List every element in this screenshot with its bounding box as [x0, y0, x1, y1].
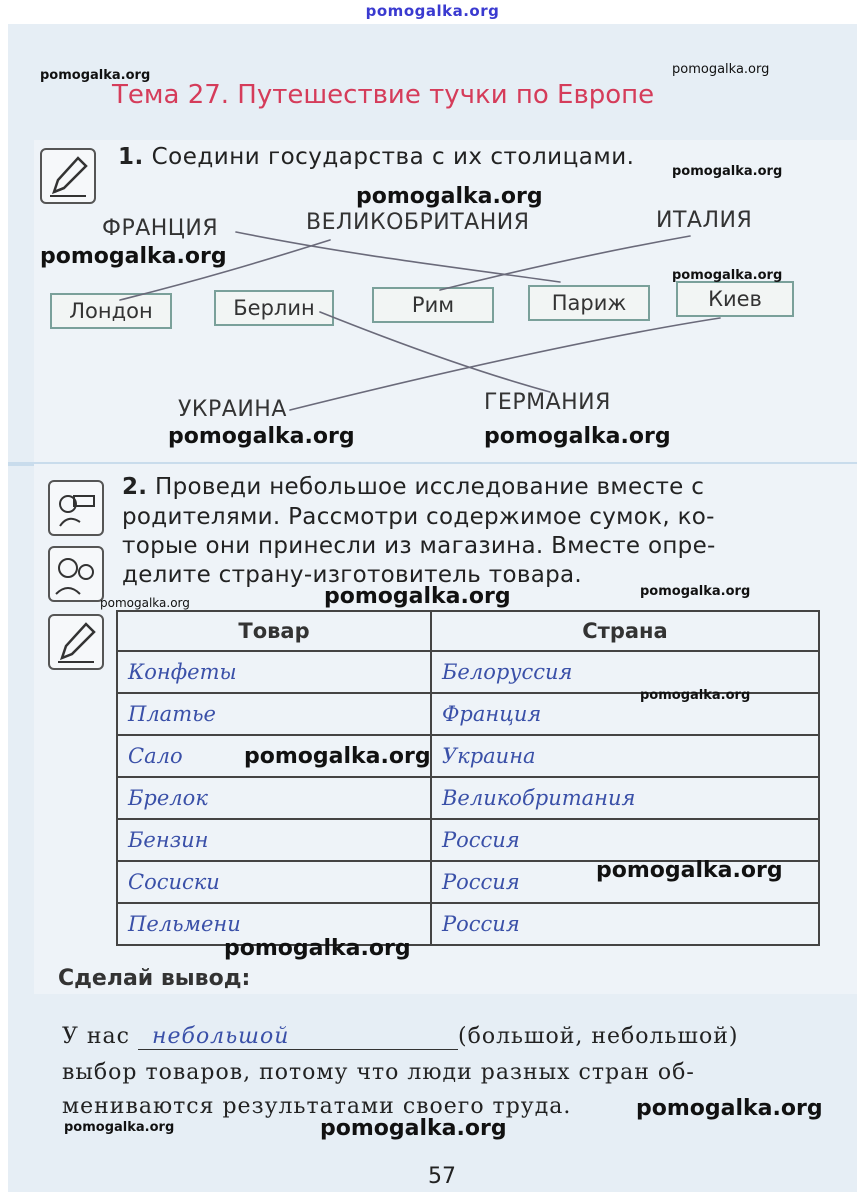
- table-row: [117, 651, 819, 693]
- binoculars-icon: [48, 480, 104, 536]
- line-germany-berlin: [320, 312, 550, 392]
- capital-paris: Париж: [528, 285, 650, 321]
- watermark-text: pomogalka.org: [244, 744, 431, 769]
- family-icon: [48, 546, 104, 602]
- watermark-text: pomogalka.org: [356, 184, 543, 209]
- watermark-text: pomogalka.org: [64, 1120, 175, 1135]
- cell-goods: Сосиски: [117, 861, 431, 903]
- cell-country: Украина: [431, 735, 819, 777]
- watermark-text: pomogalka.org: [40, 68, 151, 83]
- table-row: [117, 777, 819, 819]
- conclusion-prefix: У нас: [62, 1024, 130, 1049]
- top-watermark: pomogalka.org: [365, 2, 500, 20]
- task2-line-3: торые они принесли из магазина. Вместе опре-: [122, 533, 716, 559]
- cell-country: Великобритания: [431, 777, 819, 819]
- watermark-text: pomogalka.org: [672, 164, 783, 179]
- conclusion-answer: небольшой: [138, 1024, 458, 1050]
- watermark-text: pomogalka.org: [40, 244, 227, 269]
- line-italy-rome: [440, 236, 690, 290]
- capital-rome: Рим: [372, 287, 494, 323]
- watermark-text: pomogalka.org: [320, 1116, 507, 1141]
- country-italy: ИТАЛИЯ: [656, 208, 753, 233]
- table-row: [117, 903, 819, 945]
- conclusion-heading: Сделай вывод:: [58, 966, 251, 991]
- cell-country: Франция: [431, 693, 819, 735]
- conclusion-line-3: мениваются результатами своего труда.: [62, 1094, 572, 1119]
- capital-berlin: Берлин: [214, 290, 334, 326]
- line-france-paris: [236, 232, 560, 282]
- country-ukraine: УКРАИНА: [178, 397, 287, 422]
- goods-table: [116, 610, 820, 946]
- task1-text: Соедини государства с их столицами.: [151, 144, 635, 170]
- watermark-text: pomogalka.org: [100, 596, 190, 610]
- header-goods: Товар: [117, 611, 431, 651]
- cell-goods: Брелок: [117, 777, 431, 819]
- task2-number: 2.: [122, 474, 148, 500]
- cell-goods: Конфеты: [117, 651, 431, 693]
- task2-line-2: родителями. Рассмотри содержимое сумок, ко-: [122, 504, 715, 530]
- page-number: 57: [428, 1164, 456, 1189]
- header-country: Страна: [431, 611, 819, 651]
- watermark-text: pomogalka.org: [596, 858, 783, 883]
- watermark-text: pomogalka.org: [672, 62, 770, 77]
- pencil-icon: [48, 614, 104, 670]
- country-great-britain: ВЕЛИКОБРИТАНИЯ: [306, 210, 530, 235]
- table-row: [117, 819, 819, 861]
- task2-line-4: делите страну-изготовитель товара.: [122, 562, 582, 588]
- line-ukraine-kiev: [290, 318, 720, 410]
- conclusion-line-2: выбор товаров, потому что люди разных стран об-: [62, 1060, 695, 1085]
- conclusion-line-1: [62, 1024, 738, 1050]
- task2-line-1-text: Проведи небольшое исследование вместе с: [154, 474, 705, 500]
- watermark-text: pomogalka.org: [636, 1096, 823, 1121]
- table-header-row: [117, 611, 819, 651]
- cell-country: Россия: [431, 903, 819, 945]
- watermark-text: pomogalka.org: [672, 268, 783, 283]
- cell-country: Россия: [431, 819, 819, 861]
- capital-kiev: Киев: [676, 281, 794, 317]
- country-germany: ГЕРМАНИЯ: [484, 390, 611, 415]
- conclusion-options: (большой, небольшой): [458, 1024, 739, 1049]
- watermark-text: pomogalka.org: [168, 424, 355, 449]
- watermark-text: pomogalka.org: [324, 584, 511, 609]
- cell-country: Белоруссия: [431, 651, 819, 693]
- cell-goods: Бензин: [117, 819, 431, 861]
- watermark-text: pomogalka.org: [484, 424, 671, 449]
- cell-goods: Платье: [117, 693, 431, 735]
- cell-country: Россия: [431, 861, 819, 903]
- watermark-text: pomogalka.org: [640, 584, 751, 599]
- topic-title: Тема 27. Путешествие тучки по Европе: [112, 80, 655, 110]
- watermark-text: pomogalka.org: [640, 688, 751, 703]
- cell-goods: Пельмени: [117, 903, 431, 945]
- country-france: ФРАНЦИЯ: [102, 216, 219, 241]
- capital-london: Лондон: [50, 293, 172, 329]
- task2-line-1: [122, 474, 704, 500]
- table-row: [117, 735, 819, 777]
- watermark-text: pomogalka.org: [224, 936, 411, 961]
- task1-number: 1.: [118, 144, 144, 170]
- cell-goods: Сало: [117, 735, 431, 777]
